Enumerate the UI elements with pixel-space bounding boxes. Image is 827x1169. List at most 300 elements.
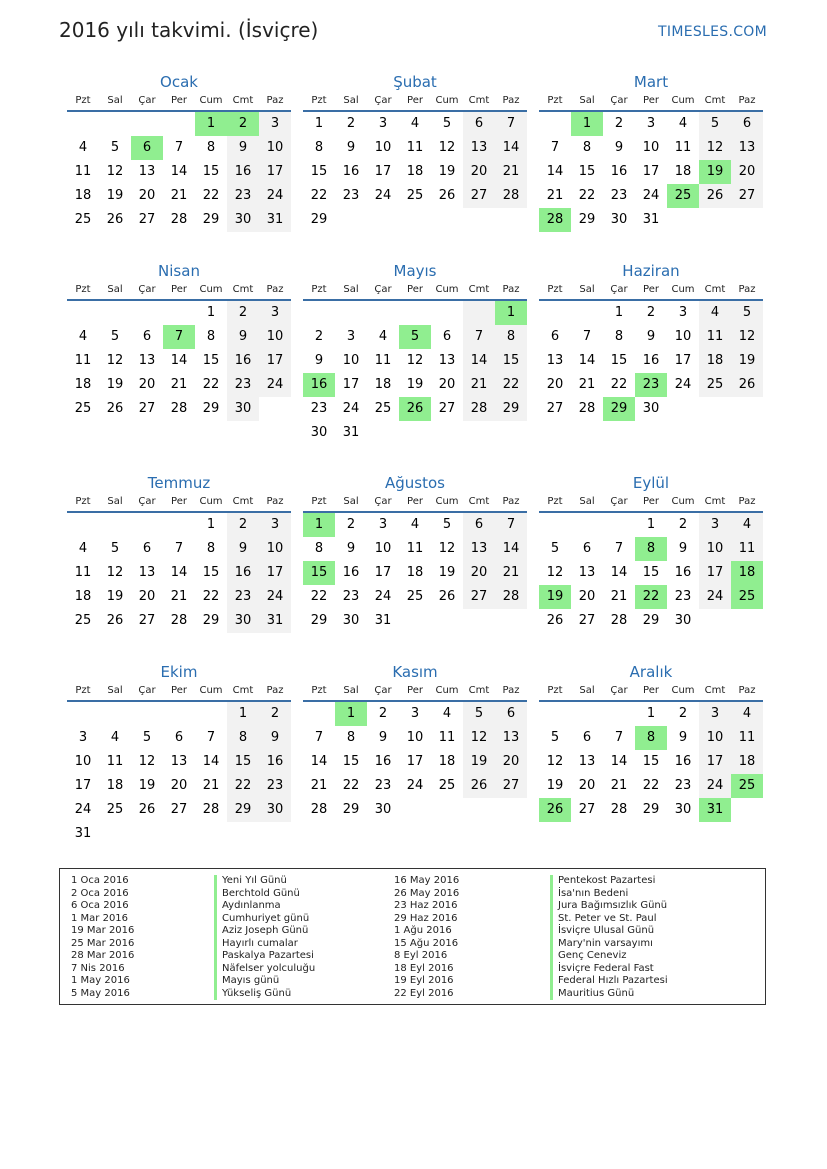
day-cell[interactable]: 10 [374,140,392,155]
day-cell[interactable]: 3 [259,112,291,136]
day-cell[interactable]: 26 [699,184,731,208]
day-cell[interactable]: 6 [142,329,152,344]
day-cell[interactable]: 4 [78,140,88,155]
day-cell[interactable]: 8 [314,140,324,155]
day-cell[interactable]: 18 [74,589,92,604]
day-cell[interactable]: 16 [227,160,259,184]
holiday-day-cell[interactable]: 5 [399,325,431,349]
day-cell[interactable]: 24 [674,377,692,392]
day-cell[interactable]: 9 [614,140,624,155]
day-cell[interactable]: 4 [410,517,420,532]
day-cell[interactable]: 29 [202,401,220,416]
day-cell[interactable]: 30 [227,397,259,421]
day-cell[interactable]: 30 [642,401,660,416]
day-cell[interactable]: 4 [699,301,731,325]
day-cell[interactable]: 15 [227,750,259,774]
day-cell[interactable]: 27 [138,212,156,227]
day-cell[interactable]: 13 [138,353,156,368]
day-cell[interactable]: 21 [495,160,527,184]
day-cell[interactable]: 16 [342,164,360,179]
holiday-day-cell[interactable]: 8 [635,537,667,561]
day-cell[interactable]: 6 [550,329,560,344]
day-cell[interactable]: 23 [610,188,628,203]
day-cell[interactable]: 20 [170,778,188,793]
holiday-day-cell[interactable]: 15 [303,561,335,585]
day-cell[interactable]: 12 [106,164,124,179]
day-cell[interactable]: 24 [374,589,392,604]
day-cell[interactable]: 22 [342,778,360,793]
holiday-day-cell[interactable]: 6 [131,136,163,160]
holiday-day-cell[interactable]: 2 [227,112,259,136]
day-cell[interactable]: 13 [578,754,596,769]
day-cell[interactable]: 22 [642,778,660,793]
day-cell[interactable]: 9 [227,136,259,160]
day-cell[interactable]: 25 [74,401,92,416]
day-cell[interactable]: 25 [374,401,392,416]
day-cell[interactable]: 10 [259,537,291,561]
day-cell[interactable]: 4 [731,513,763,537]
day-cell[interactable]: 3 [346,329,356,344]
day-cell[interactable]: 2 [646,305,656,320]
day-cell[interactable]: 20 [438,377,456,392]
day-cell[interactable]: 25 [74,613,92,628]
day-cell[interactable]: 31 [74,826,92,841]
day-cell[interactable]: 17 [374,164,392,179]
day-cell[interactable]: 6 [174,730,184,745]
day-cell[interactable]: 7 [463,325,495,349]
day-cell[interactable]: 16 [227,561,259,585]
day-cell[interactable]: 9 [646,329,656,344]
day-cell[interactable]: 8 [314,541,324,556]
day-cell[interactable]: 17 [74,778,92,793]
day-cell[interactable]: 3 [259,301,291,325]
holiday-day-cell[interactable]: 26 [539,798,571,822]
day-cell[interactable]: 27 [578,802,596,817]
day-cell[interactable]: 2 [346,116,356,131]
day-cell[interactable]: 28 [610,802,628,817]
day-cell[interactable]: 5 [442,517,452,532]
holiday-day-cell[interactable]: 29 [603,397,635,421]
day-cell[interactable]: 18 [74,377,92,392]
day-cell[interactable]: 26 [106,401,124,416]
day-cell[interactable]: 29 [202,212,220,227]
day-cell[interactable]: 3 [699,513,731,537]
day-cell[interactable]: 29 [578,212,596,227]
day-cell[interactable]: 25 [106,802,124,817]
day-cell[interactable]: 29 [495,397,527,421]
day-cell[interactable]: 19 [463,750,495,774]
day-cell[interactable]: 12 [406,353,424,368]
day-cell[interactable]: 28 [170,212,188,227]
day-cell[interactable]: 10 [259,136,291,160]
day-cell[interactable]: 11 [731,726,763,750]
day-cell[interactable]: 5 [463,702,495,726]
day-cell[interactable]: 12 [546,565,564,580]
day-cell[interactable]: 30 [259,798,291,822]
day-cell[interactable]: 3 [378,116,388,131]
day-cell[interactable]: 8 [582,140,592,155]
day-cell[interactable]: 24 [699,585,731,609]
holiday-day-cell[interactable]: 19 [539,585,571,609]
day-cell[interactable]: 28 [463,397,495,421]
holiday-day-cell[interactable]: 26 [399,397,431,421]
day-cell[interactable]: 1 [206,517,216,532]
day-cell[interactable]: 4 [78,329,88,344]
day-cell[interactable]: 15 [495,349,527,373]
day-cell[interactable]: 17 [259,160,291,184]
holiday-day-cell[interactable]: 1 [195,112,227,136]
day-cell[interactable]: 15 [202,164,220,179]
day-cell[interactable]: 17 [259,349,291,373]
day-cell[interactable]: 11 [699,325,731,349]
day-cell[interactable]: 11 [731,537,763,561]
day-cell[interactable]: 2 [259,702,291,726]
day-cell[interactable]: 5 [110,329,120,344]
day-cell[interactable]: 7 [614,730,624,745]
day-cell[interactable]: 10 [259,325,291,349]
day-cell[interactable]: 6 [463,513,495,537]
day-cell[interactable]: 8 [346,730,356,745]
day-cell[interactable]: 8 [227,726,259,750]
day-cell[interactable]: 18 [699,349,731,373]
day-cell[interactable]: 17 [699,750,731,774]
day-cell[interactable]: 5 [110,140,120,155]
day-cell[interactable]: 17 [674,353,692,368]
day-cell[interactable]: 11 [74,565,92,580]
day-cell[interactable]: 17 [374,565,392,580]
day-cell[interactable]: 15 [642,754,660,769]
holiday-day-cell[interactable]: 23 [635,373,667,397]
day-cell[interactable]: 19 [438,164,456,179]
day-cell[interactable]: 14 [463,349,495,373]
day-cell[interactable]: 24 [342,401,360,416]
day-cell[interactable]: 7 [206,730,216,745]
day-cell[interactable]: 12 [106,565,124,580]
day-cell[interactable]: 1 [227,702,259,726]
day-cell[interactable]: 12 [699,136,731,160]
day-cell[interactable]: 26 [106,613,124,628]
day-cell[interactable]: 19 [406,377,424,392]
day-cell[interactable]: 30 [374,802,392,817]
day-cell[interactable]: 12 [463,726,495,750]
day-cell[interactable]: 19 [546,778,564,793]
day-cell[interactable]: 31 [259,609,291,633]
holiday-day-cell[interactable]: 25 [731,774,763,798]
holiday-day-cell[interactable]: 1 [303,513,335,537]
day-cell[interactable]: 19 [438,565,456,580]
day-cell[interactable]: 7 [314,730,324,745]
day-cell[interactable]: 30 [674,613,692,628]
day-cell[interactable]: 28 [610,613,628,628]
day-cell[interactable]: 23 [227,585,259,609]
day-cell[interactable]: 10 [374,541,392,556]
holiday-day-cell[interactable]: 1 [335,702,367,726]
day-cell[interactable]: 11 [674,140,692,155]
day-cell[interactable]: 20 [578,778,596,793]
day-cell[interactable]: 18 [731,750,763,774]
day-cell[interactable]: 24 [259,373,291,397]
day-cell[interactable]: 21 [546,188,564,203]
day-cell[interactable]: 9 [678,541,688,556]
day-cell[interactable]: 28 [202,802,220,817]
day-cell[interactable]: 13 [546,353,564,368]
day-cell[interactable]: 11 [106,754,124,769]
day-cell[interactable]: 19 [106,589,124,604]
day-cell[interactable]: 20 [138,377,156,392]
day-cell[interactable]: 12 [731,325,763,349]
day-cell[interactable]: 13 [463,136,495,160]
day-cell[interactable]: 1 [614,305,624,320]
day-cell[interactable]: 1 [646,706,656,721]
day-cell[interactable]: 29 [642,802,660,817]
day-cell[interactable]: 8 [206,541,216,556]
site-link[interactable]: TIMESLES.COM [658,24,767,40]
day-cell[interactable]: 27 [495,774,527,798]
holiday-day-cell[interactable]: 25 [667,184,699,208]
day-cell[interactable]: 5 [699,112,731,136]
day-cell[interactable]: 31 [374,613,392,628]
day-cell[interactable]: 17 [259,561,291,585]
day-cell[interactable]: 15 [202,565,220,580]
day-cell[interactable]: 14 [610,565,628,580]
day-cell[interactable]: 6 [442,329,452,344]
day-cell[interactable]: 26 [463,774,495,798]
day-cell[interactable]: 9 [227,537,259,561]
day-cell[interactable]: 31 [259,208,291,232]
day-cell[interactable]: 3 [678,305,688,320]
day-cell[interactable]: 27 [463,585,495,609]
day-cell[interactable]: 19 [106,377,124,392]
day-cell[interactable]: 2 [678,517,688,532]
day-cell[interactable]: 4 [442,706,452,721]
day-cell[interactable]: 10 [699,726,731,750]
day-cell[interactable]: 21 [463,373,495,397]
day-cell[interactable]: 19 [138,778,156,793]
day-cell[interactable]: 21 [310,778,328,793]
day-cell[interactable]: 14 [170,164,188,179]
day-cell[interactable]: 15 [310,164,328,179]
day-cell[interactable]: 12 [438,541,456,556]
day-cell[interactable]: 9 [259,726,291,750]
day-cell[interactable]: 14 [495,136,527,160]
day-cell[interactable]: 14 [546,164,564,179]
day-cell[interactable]: 4 [731,702,763,726]
day-cell[interactable]: 14 [610,754,628,769]
day-cell[interactable]: 3 [378,517,388,532]
day-cell[interactable]: 2 [227,301,259,325]
day-cell[interactable]: 31 [342,425,360,440]
day-cell[interactable]: 28 [170,613,188,628]
day-cell[interactable]: 13 [463,537,495,561]
day-cell[interactable]: 6 [495,702,527,726]
day-cell[interactable]: 5 [142,730,152,745]
day-cell[interactable]: 25 [74,212,92,227]
day-cell[interactable]: 13 [578,565,596,580]
day-cell[interactable]: 14 [495,537,527,561]
day-cell[interactable]: 30 [310,425,328,440]
day-cell[interactable]: 18 [406,164,424,179]
day-cell[interactable]: 23 [310,401,328,416]
day-cell[interactable]: 20 [546,377,564,392]
day-cell[interactable]: 7 [582,329,592,344]
day-cell[interactable]: 1 [206,305,216,320]
day-cell[interactable]: 6 [463,112,495,136]
day-cell[interactable]: 14 [310,754,328,769]
day-cell[interactable]: 9 [378,730,388,745]
day-cell[interactable]: 30 [227,609,259,633]
holiday-day-cell[interactable]: 22 [635,585,667,609]
day-cell[interactable]: 2 [614,116,624,131]
day-cell[interactable]: 28 [495,184,527,208]
day-cell[interactable]: 28 [495,585,527,609]
day-cell[interactable]: 23 [342,589,360,604]
day-cell[interactable]: 8 [206,140,216,155]
day-cell[interactable]: 27 [731,184,763,208]
day-cell[interactable]: 2 [314,329,324,344]
day-cell[interactable]: 27 [546,401,564,416]
day-cell[interactable]: 20 [495,750,527,774]
day-cell[interactable]: 26 [438,188,456,203]
holiday-day-cell[interactable]: 18 [731,561,763,585]
day-cell[interactable]: 17 [342,377,360,392]
day-cell[interactable]: 16 [227,349,259,373]
holiday-day-cell[interactable]: 28 [539,208,571,232]
day-cell[interactable]: 24 [406,778,424,793]
holiday-day-cell[interactable]: 31 [699,798,731,822]
day-cell[interactable]: 29 [202,613,220,628]
day-cell[interactable]: 26 [438,589,456,604]
day-cell[interactable]: 18 [74,188,92,203]
day-cell[interactable]: 30 [227,208,259,232]
day-cell[interactable]: 23 [259,774,291,798]
day-cell[interactable]: 6 [731,112,763,136]
day-cell[interactable]: 16 [674,565,692,580]
day-cell[interactable]: 10 [642,140,660,155]
day-cell[interactable]: 17 [699,561,731,585]
day-cell[interactable]: 31 [642,212,660,227]
day-cell[interactable]: 17 [406,754,424,769]
day-cell[interactable]: 1 [314,116,324,131]
day-cell[interactable]: 13 [731,136,763,160]
day-cell[interactable]: 25 [406,589,424,604]
day-cell[interactable]: 25 [438,778,456,793]
day-cell[interactable]: 19 [731,349,763,373]
day-cell[interactable]: 13 [495,726,527,750]
day-cell[interactable]: 20 [731,160,763,184]
day-cell[interactable]: 21 [202,778,220,793]
holiday-day-cell[interactable]: 16 [303,373,335,397]
day-cell[interactable]: 5 [550,730,560,745]
day-cell[interactable]: 12 [138,754,156,769]
day-cell[interactable]: 27 [578,613,596,628]
day-cell[interactable]: 29 [342,802,360,817]
day-cell[interactable]: 1 [646,517,656,532]
day-cell[interactable]: 11 [374,353,392,368]
day-cell[interactable]: 5 [731,301,763,325]
holiday-day-cell[interactable]: 7 [163,325,195,349]
day-cell[interactable]: 22 [495,373,527,397]
day-cell[interactable]: 9 [346,541,356,556]
day-cell[interactable]: 4 [78,541,88,556]
day-cell[interactable]: 11 [438,730,456,745]
day-cell[interactable]: 2 [346,517,356,532]
day-cell[interactable]: 3 [646,116,656,131]
day-cell[interactable]: 28 [170,401,188,416]
day-cell[interactable]: 3 [78,730,88,745]
day-cell[interactable]: 3 [410,706,420,721]
holiday-day-cell[interactable]: 19 [699,160,731,184]
day-cell[interactable]: 16 [610,164,628,179]
day-cell[interactable]: 26 [138,802,156,817]
day-cell[interactable]: 23 [674,589,692,604]
day-cell[interactable]: 2 [678,706,688,721]
day-cell[interactable]: 13 [138,164,156,179]
day-cell[interactable]: 20 [138,188,156,203]
day-cell[interactable]: 28 [578,401,596,416]
day-cell[interactable]: 14 [170,565,188,580]
day-cell[interactable]: 27 [138,613,156,628]
day-cell[interactable]: 7 [495,112,527,136]
day-cell[interactable]: 12 [106,353,124,368]
day-cell[interactable]: 5 [550,541,560,556]
day-cell[interactable]: 9 [678,730,688,745]
day-cell[interactable]: 22 [610,377,628,392]
day-cell[interactable]: 27 [463,184,495,208]
day-cell[interactable]: 24 [259,184,291,208]
day-cell[interactable]: 16 [259,750,291,774]
day-cell[interactable]: 10 [74,754,92,769]
day-cell[interactable]: 12 [546,754,564,769]
day-cell[interactable]: 16 [642,353,660,368]
day-cell[interactable]: 9 [227,325,259,349]
day-cell[interactable]: 13 [170,754,188,769]
day-cell[interactable]: 14 [202,754,220,769]
day-cell[interactable]: 26 [106,212,124,227]
day-cell[interactable]: 10 [406,730,424,745]
day-cell[interactable]: 18 [374,377,392,392]
day-cell[interactable]: 18 [406,565,424,580]
day-cell[interactable]: 15 [342,754,360,769]
day-cell[interactable]: 11 [406,140,424,155]
day-cell[interactable]: 29 [310,613,328,628]
day-cell[interactable]: 23 [342,188,360,203]
day-cell[interactable]: 10 [342,353,360,368]
day-cell[interactable]: 20 [463,160,495,184]
day-cell[interactable]: 22 [202,589,220,604]
day-cell[interactable]: 2 [378,706,388,721]
day-cell[interactable]: 12 [438,140,456,155]
day-cell[interactable]: 27 [138,401,156,416]
day-cell[interactable]: 24 [259,585,291,609]
day-cell[interactable]: 21 [170,188,188,203]
day-cell[interactable]: 23 [374,778,392,793]
day-cell[interactable]: 15 [610,353,628,368]
day-cell[interactable]: 7 [174,140,184,155]
day-cell[interactable]: 20 [578,589,596,604]
day-cell[interactable]: 8 [206,329,216,344]
day-cell[interactable]: 17 [642,164,660,179]
day-cell[interactable]: 26 [731,373,763,397]
day-cell[interactable]: 15 [578,164,596,179]
day-cell[interactable]: 24 [642,188,660,203]
day-cell[interactable]: 24 [699,774,731,798]
day-cell[interactable]: 13 [438,353,456,368]
holiday-day-cell[interactable]: 25 [731,585,763,609]
holiday-day-cell[interactable]: 8 [635,726,667,750]
day-cell[interactable]: 4 [410,116,420,131]
day-cell[interactable]: 4 [110,730,120,745]
day-cell[interactable]: 11 [406,541,424,556]
